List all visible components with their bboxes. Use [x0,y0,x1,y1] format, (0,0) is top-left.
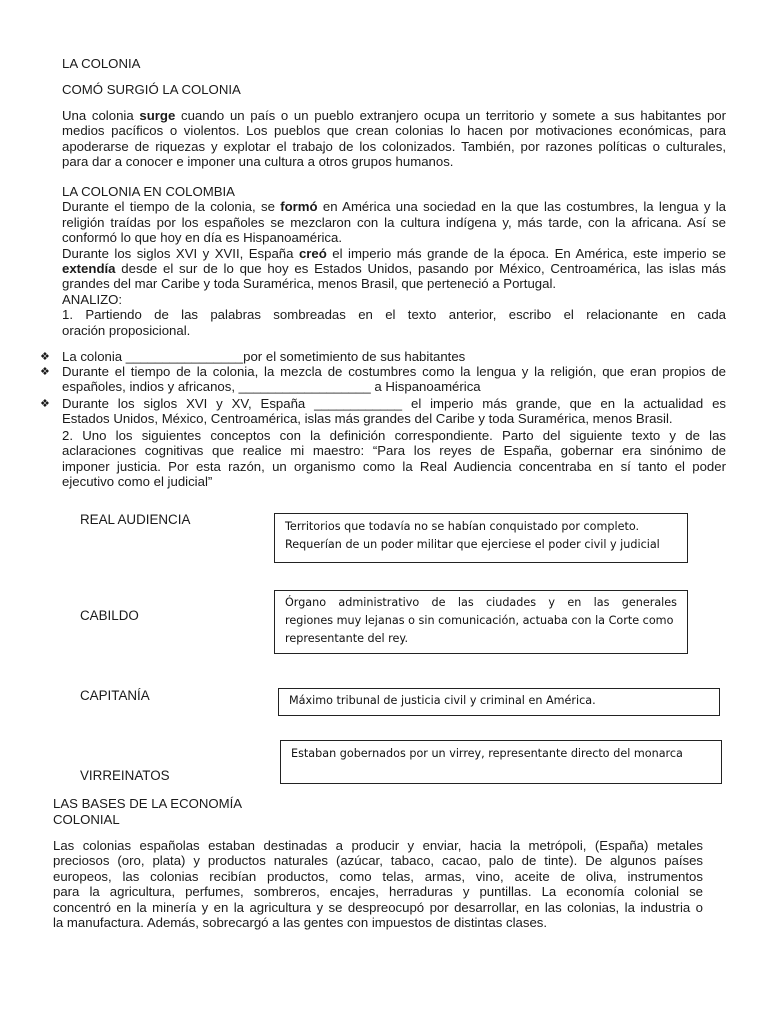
definition-box-virrey [280,740,722,784]
definition-2-line-2: regiones muy lejanas o sin comunicación, actuaba con la Corte como [285,614,674,627]
bullet-2-line-2: españoles, indios y africanos, __________________ a Hispanoamérica [62,379,481,395]
concept-real-audiencia: REAL AUDIENCIA [80,512,191,527]
exercise-1-line-2: oración proposicional. [62,322,191,338]
economy-line-3: europeos, las colonias recibían productos, como telas, armas, vino, aceite de oliva, instrumentos [53,868,703,884]
bullet-2 [62,364,726,395]
economy-line-2: preciosos (oro, plata) y productos naturales (azúcar, tabaco, cacao, palo de tinte). De algunos países [53,853,703,869]
definition-4-line-1: Estaban gobernados por un virrey, representante directo del monarca [291,747,683,760]
exercise-2-line-1: 2. Uno los siguientes conceptos con la definición correspondiente. Parto del siguiente texto y de las [62,428,726,443]
bullet-3 [62,396,726,427]
definition-box-territorios [274,513,688,563]
exercise-2-line-2: aclaraciones cognitivas que realice mi maestro: “Para los reyes de España, gobernar era sinónimo de [62,443,726,459]
colombia-line-4: Durante los siglos XVI y XVII, España creó el imperio más grande de la época. En América, este imperio se [62,245,726,261]
doc-title: LA COLONIA [62,56,141,71]
definition-1-line-2: Requerían de un poder militar que ejerciese el poder civil y judicial [285,538,660,551]
concept-capitania: CAPITANÍA [80,688,150,703]
bullet-diamond-icon: ❖ [40,351,50,363]
bullet-diamond-icon: ❖ [40,398,50,410]
colombia-line-6: grandes del mar Caribe y toda Suramérica, menos Brasil, que perteneció a Portugal. [62,276,557,292]
economy-line-5: concentró en la minería y en la agricultura y se despreocupó por desarrollar, en las colonias, la industria o [53,899,703,915]
doc-subtitle: COMÓ SURGIÓ LA COLONIA [62,82,241,97]
intro-line-1: Una colonia surge cuando un país o un pueblo extranjero ocupa un territorio y somete a sus habitantes por [62,108,727,123]
analizo-heading: ANALIZO: [62,291,123,307]
colombia-section [62,184,726,338]
exercise-1-line-1: 1. Partiendo de las palabras sombreadas en el texto anterior, escribo el relacionante en cada [62,307,726,323]
bullet-diamond-icon: ❖ [40,366,50,378]
economy-line-1: Las colonias españolas estaban destinadas a producir y enviar, hacia la metrópoli, (España) metales [53,838,703,853]
intro-line-2: medios pacíficos o violentos. Los pueblos que crean colonias lo hacen por motivaciones económicas, para [62,123,726,139]
colombia-line-2: religión traídas por los españoles se mezclaron con la cultura indígena y, más tarde, con la africana. Así se [62,214,726,230]
colombia-line-5: extendía desde el sur de lo que hoy es Estados Unidos, pasando por México, Centroamérica, las islas más [62,261,726,277]
intro-line-3: apoderarse de riquezas y explotar el trabajo de los colonizados. También, por razones políticas o culturales, [62,138,726,154]
economy-heading-line-2: COLONIAL [53,812,120,827]
economy-heading-line-1: LAS BASES DE LA ECONOMÍA [53,796,243,811]
economy-line-4: para la agricultura, perfumes, sombreros, encajes, herraduras y puntillas. La economía colonial se [53,884,703,900]
intro-paragraph [62,108,726,170]
economy-line-6: la manufactura. Además, sobrecargó a las gentes con impuestos de distintas clases. [53,915,548,931]
concept-cabildo: CABILDO [80,608,139,623]
definition-box-tribunal [278,688,720,716]
colombia-line-1: Durante el tiempo de la colonia, se formó en América una sociedad en la que las costumbres, la lengua y la [62,199,726,215]
exercise-2-line-3: imponer justicia. Por esta razón, un organismo como la Real Audiencia concentraba en sí tanto el poder [62,458,726,474]
intro-line-4: para dar a conocer e imponer una cultura a otros grupos humanos. [62,154,454,170]
exercise-2-line-4: ejecutivo como el judicial” [62,474,213,490]
colombia-line-3: conformó lo que hoy en día es Hispanoamérica. [62,230,343,246]
economy-paragraph [53,838,703,930]
bullet-3-line-2: Estados Unidos, México, Centroamérica, islas más grandes del Caribe y toda Suramérica, menos Brasil. [62,411,673,427]
definition-1-line-1: Territorios que todavía no se habían conquistado por completo. [285,520,640,533]
exercise-2 [62,428,726,490]
definition-box-organo [274,590,688,654]
bullet-2-line-1: Durante el tiempo de la colonia, la mezcla de costumbres como la lengua y la religión, que eran propios de [62,364,726,379]
definition-3-line-1: Máximo tribunal de justicia civil y criminal en América. [289,694,596,707]
colombia-heading: LA COLONIA EN COLOMBIA [62,184,235,199]
bullet-3-line-1: Durante los siglos XVI y XV, España ____________ el imperio más grande, que en la actualidad es [62,396,726,411]
bullet-1: La colonia ________________por el sometimiento de sus habitantes [62,349,466,364]
definition-2-line-1: Órgano administrativo de las ciudades y en las generales [285,596,677,609]
definition-2-line-3: representante del rey. [285,632,408,645]
concept-virreinatos: VIRREINATOS [80,768,170,783]
